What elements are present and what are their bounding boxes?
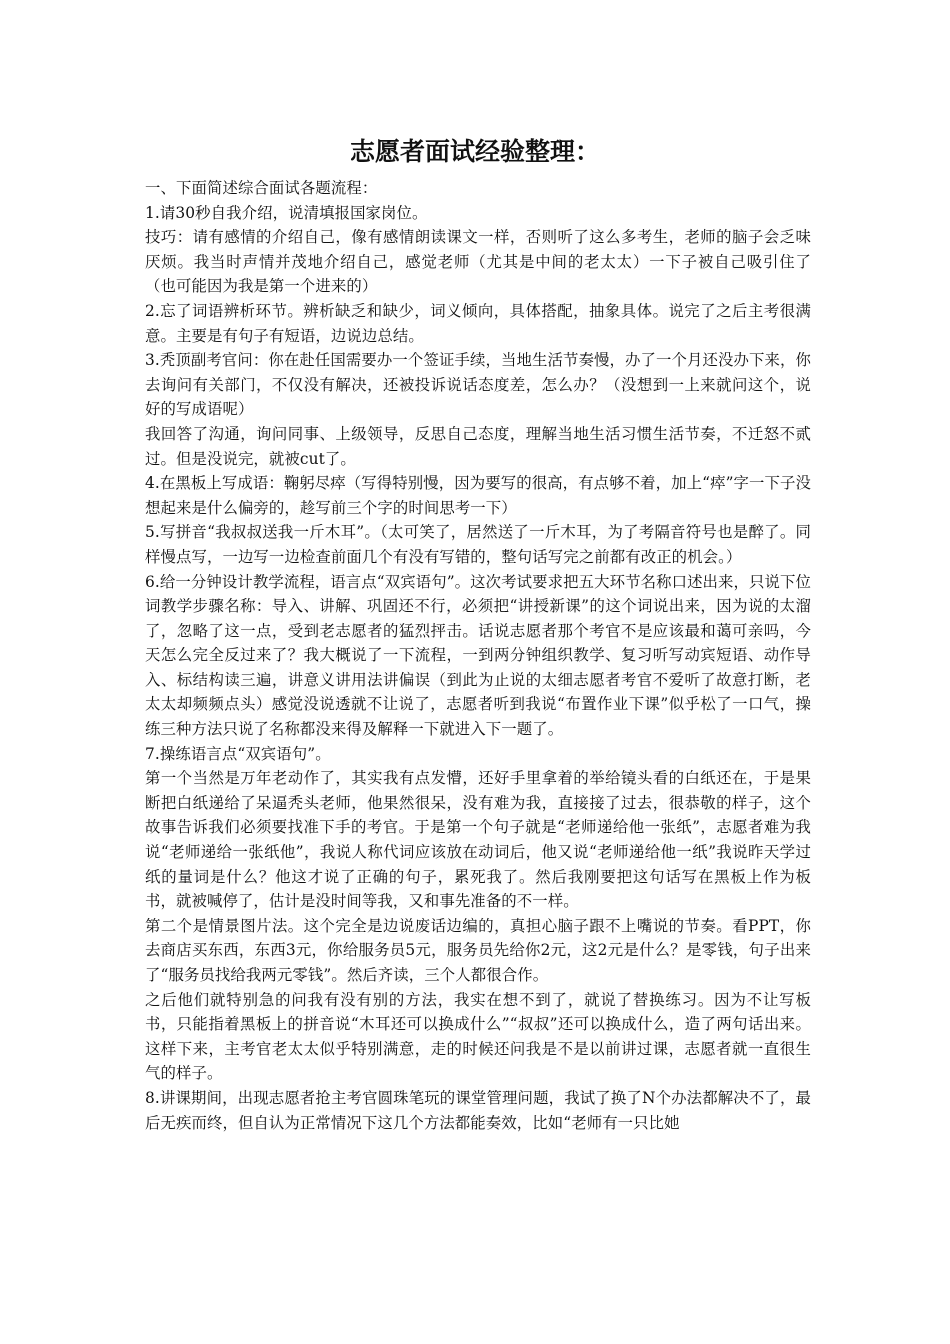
question-7: 7.操练语言点“双宾语句”。 <box>145 744 331 763</box>
paragraph-tips: 技巧：请有感情的介绍自己，像有感情朗读课文一样，否则听了这么多考生，老师的脑子会乏味厌烦。我当时声情并茂地介绍自己，感觉老师（尤其是中间的老太太）一下子被自己吸引住了（也可能因为我是第一个进来的） <box>145 228 811 296</box>
question-1: 1.请30秒自我介绍，说清填报国家岗位。 <box>145 203 428 222</box>
paragraph-7c: 之后他们就特别急的问我有没有别的方法，我实在想不到了，就说了替换练习。因为不让写板书，只能指着黑板上的拼音说“木耳还可以换成什么”“叔叔”还可以换成什么，造了两句话出来。这样下来，主考官老太太似乎特别满意，走的时候还问我是不是以前讲过课，志愿者就一直很生气的样子。 <box>145 990 811 1083</box>
question-2: 2.忘了词语辨析环节。辨析缺乏和缺少，词义倾向，具体搭配，抽象具体。说完了之后主考很满意。主要是有句子有短语，边说边总结。 <box>145 301 811 345</box>
paragraph-7a: 第一个当然是万年老动作了，其实我有点发懵，还好手里拿着的举给镜头看的白纸还在，于是果断把白纸递给了呆逼秃头老师，他果然很呆，没有难为我，直接接了过去，很恭敬的样子，这个故事告诉我们必须要找准下手的考官。于是第一个句子就是“老师递给他一张纸”，志愿者难为我说“老师递给一张纸他”，我说人称代词应该放在动词后，他又说“老师递给他一纸”我说昨天学过纸的量词是什么？他这才说了正确的句子，累死我了。然后我刚要把这句话写在黑板上作为板书，就被喊停了，估计是没时间等我，又和事先准备的不一样。 <box>145 769 811 911</box>
question-8: 8.讲课期间，出现志愿者抢主考官圆珠笔玩的课堂管理问题，我试了换了N个办法都解决不了，最后无疾而终，但自认为正常情况下这几个方法都能奏效，比如“老师有一只比她 <box>145 1088 811 1132</box>
question-6: 6.给一分钟设计教学流程，语言点“双宾语句”。这次考试要求把五大环节名称口述出来，只说下位词教学步骤名称：导入、讲解、巩固还不行，必须把“讲授新课”的这个词说出来，因为说的太溜了，忽略了这一点，受到老志愿者的猛烈抨击。话说志愿者那个考官不是应该最和蔼可亲吗，今天怎么完全反过来了？我大概说了一下流程，一到两分钟组织教学、复习听写动宾短语、动作导入、标结构读三遍，讲意义讲用法讲偏误（到此为止说的太细志愿者考官不爱听了故意打断，老太太却频频点头）感觉没说透就不让说了，志愿者听到我说“布置作业下课”似乎松了一口气，操练三种方法只说了名称都没来得及解释一下就进入下一题了。 <box>145 572 811 739</box>
question-5: 5.写拼音“我叔叔送我一斤木耳”。（太可笑了，居然送了一斤木耳，为了考隔音符号也是醉了。同样慢点写，一边写一边检查前面几个有没有写错的，整句话写完之前都有改正的机会。） <box>145 523 811 566</box>
paragraph-7b: 第二个是情景图片法。这个完全是边说废话边编的，真担心脑子跟不上嘴说的节奏。看PPT，你去商店买东西，东西3元，你给服务员5元，服务员先给你2元，这2元是什么？是零钱，句子出来了“服务员找给我两元零钱”。然后齐读，三个人都很合作。 <box>145 916 811 984</box>
question-3: 3.秃顶副考官问：你在赴任国需要办一个签证手续，当地生活节奏慢，办了一个月还没办下来，你去询问有关部门，不仅没有解决，还被投诉说话态度差，怎么办？（没想到一上来就问这个，说好的写成语呢） <box>145 351 811 419</box>
question-4: 4.在黑板上写成语：鞠躬尽瘁（写得特别慢，因为要写的很高，有点够不着，加上“瘁”字一下子没想起来是什么偏旁的，趁写前三个字的时间思考一下） <box>145 474 811 517</box>
section-heading: 一、下面简述综合面试各题流程： <box>145 179 378 197</box>
paragraph-answer-3: 我回答了沟通，询问同事、上级领导，反思自己态度，理解当地生活习惯生活节奏，不迁怒不贰过。但是没说完，就被cut了。 <box>145 424 811 468</box>
document-title: 志愿者面试经验整理： <box>349 137 600 166</box>
document-body <box>145 176 811 1135</box>
